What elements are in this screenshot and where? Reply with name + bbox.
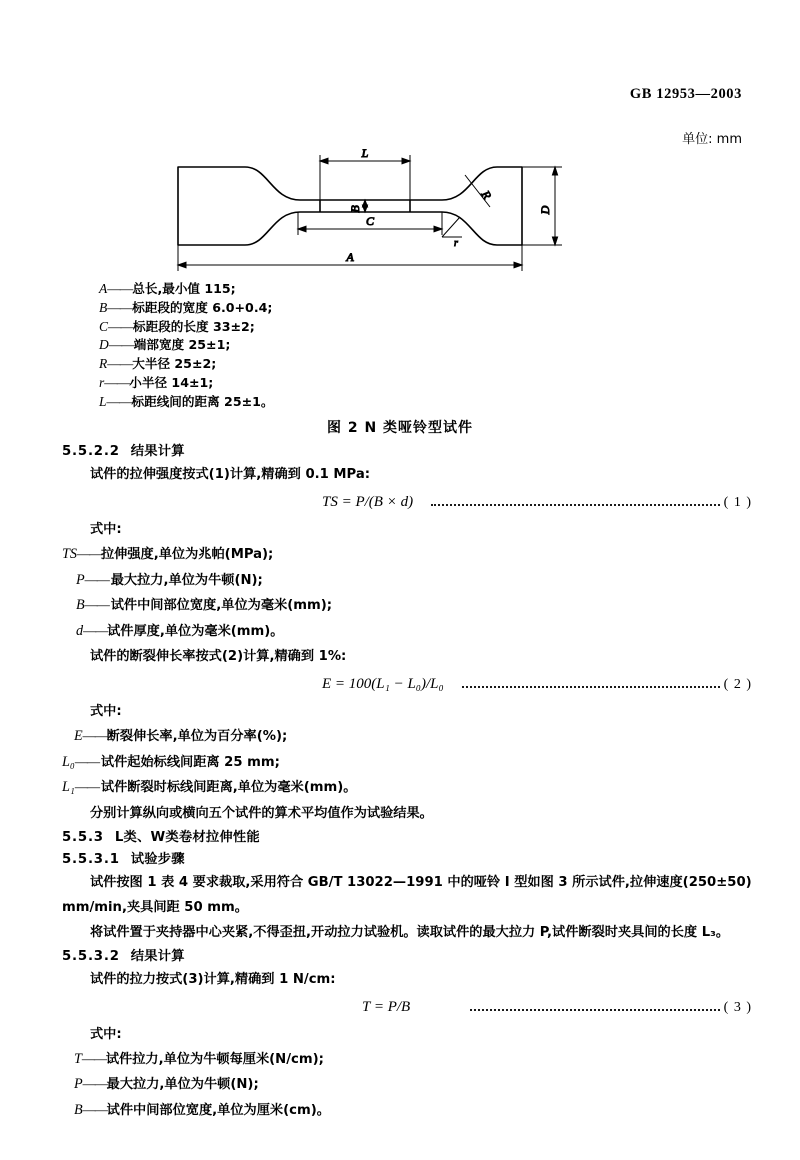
legend-text: 标距段的宽度 6.0+0.4; (132, 299, 273, 315)
legend-symbol: R (99, 356, 108, 372)
dimension-label-C: C (365, 214, 375, 228)
where-label-2: 式中: (90, 704, 122, 719)
paragraph-test-procedure-2: 将试件置于夹持器中心夹紧,不得歪扭,开动拉力试验机。读取试件的最大拉力 P,试件断裂时夹具间的长度 L₃。 (90, 924, 730, 940)
legend-text: 标距段的长度 33±2; (133, 318, 255, 334)
definition-line (62, 1072, 752, 1098)
paragraph-average-result: 分别计算纵向或横向五个试件的算术平均值作为试验结果。 (90, 805, 433, 821)
formula-3: T = P/B (362, 998, 411, 1015)
legend-item (99, 336, 519, 355)
definition-symbol: T (74, 1050, 82, 1067)
legend-text: 大半径 25±2; (132, 356, 217, 372)
definition-dash: —— (81, 1050, 106, 1066)
formula-3-number: ( 3 ) (723, 999, 752, 1015)
definition-symbol: TS (62, 546, 77, 562)
definition-text: 试件中间部位宽度,单位为毫米(mm); (110, 598, 333, 613)
legend-item (99, 299, 519, 318)
definition-dash: —— (74, 753, 101, 769)
definition-symbol: P (74, 1076, 83, 1092)
definition-list-1 (62, 542, 752, 644)
section-heading-5532 (62, 945, 752, 964)
legend-dash: —— (107, 356, 133, 372)
definition-text: 试件拉力,单位为牛顿每厘米(N/cm); (105, 1051, 324, 1067)
definition-text: 试件断裂时标线间距离,单位为毫米(mm)。 (100, 780, 357, 795)
section-title: 结果计算 (130, 948, 185, 964)
section-heading-553 (62, 826, 752, 845)
definition-text: 拉伸强度,单位为兆帕(MPa); (100, 547, 274, 562)
legend-item (99, 280, 519, 299)
legend-text: 标距线间的距离 25±1。 (131, 393, 274, 409)
definition-line (62, 750, 752, 776)
definition-text: 试件起始标线间距离 25 mm; (100, 754, 280, 770)
figure-caption: 图 2 N 类哑铃型试件 (326, 420, 474, 436)
section-number: 5.5.2.2 (62, 444, 120, 459)
legend-item (99, 393, 519, 412)
definition-line (62, 775, 752, 801)
legend-dash: —— (104, 374, 130, 390)
definition-symbol: d (76, 622, 84, 639)
definition-symbol: B (76, 597, 85, 613)
definition-dash: —— (82, 1101, 107, 1117)
leader-dots (462, 686, 720, 688)
standard-number-header: GB 12953—2003 (629, 86, 742, 102)
dimension-label-A: A (346, 250, 354, 264)
definition-symbol: L₀ (62, 753, 75, 770)
definition-dash: —— (84, 571, 111, 587)
definition-symbol: L₁ (62, 779, 75, 795)
leader-dots (470, 1009, 719, 1011)
definition-symbol: P (76, 571, 85, 588)
definition-symbol: B (74, 1101, 83, 1118)
definition-line (62, 619, 752, 645)
formula-row-1 (62, 490, 752, 515)
legend-dash: —— (108, 318, 134, 334)
legend-dash: —— (106, 393, 132, 409)
definition-list-2 (62, 724, 752, 801)
paragraph-tensile-strength: 试件的拉伸强度按式(1)计算,精确到 0.1 MPa: (90, 467, 371, 482)
legend-text: 端部宽度 25±1; (133, 337, 231, 353)
definition-dash: —— (82, 728, 107, 743)
definition-line (62, 593, 752, 619)
section-heading-5522 (62, 440, 752, 459)
legend-dash: —— (107, 299, 133, 315)
legend-item (99, 355, 519, 374)
dimension-label-L: L (361, 146, 369, 160)
figure-legend (99, 280, 519, 412)
definition-text: 最大拉力,单位为牛顿(N); (106, 1077, 259, 1092)
definition-line (62, 1098, 752, 1124)
definition-text: 试件厚度,单位为毫米(mm)。 (107, 623, 284, 639)
dimension-label-R: R (478, 188, 495, 202)
section-title: 试验步骤 (130, 851, 185, 867)
definition-dash: —— (74, 779, 101, 794)
definition-symbol: E (74, 728, 83, 744)
where-label-1: 式中: (90, 522, 122, 537)
legend-dash: —— (107, 281, 133, 296)
definition-list-3 (62, 1047, 752, 1124)
definition-dash: —— (84, 597, 111, 612)
legend-symbol: A (99, 281, 108, 296)
legend-text: 小半径 14±1; (129, 374, 214, 390)
definition-dash: —— (83, 622, 108, 638)
where-label-3: 式中: (90, 1026, 122, 1042)
formula-row-3 (62, 995, 752, 1020)
dimension-label-r: r (454, 238, 458, 249)
paragraph-elongation: 试件的断裂伸长率按式(2)计算,精确到 1%: (90, 649, 347, 664)
definition-dash: —— (76, 546, 101, 561)
figure-unit-note: 单位: mm (682, 132, 742, 147)
section-number: 5.5.3 (62, 829, 104, 845)
definition-dash: —— (82, 1076, 107, 1091)
legend-symbol: D (99, 337, 109, 353)
dimension-label-D: D (538, 205, 552, 215)
legend-symbol: L (99, 393, 107, 409)
definition-line (62, 568, 752, 594)
formula-1-number: ( 1 ) (723, 495, 752, 510)
document-body (62, 440, 752, 1123)
legend-item (99, 318, 519, 337)
legend-symbol: C (99, 318, 109, 334)
legend-dash: —— (108, 337, 134, 353)
definition-line (62, 1047, 752, 1073)
section-heading-5531 (62, 848, 752, 867)
dimension-label-B: B (348, 205, 362, 213)
legend-text: 总长,最小值 115; (132, 281, 236, 296)
paragraph-test-procedure-1: 试件按图 1 表 4 要求裁取,采用符合 GB/T 13022—1991 中的哑铃 I 型如图 3 所示试件,拉伸速度(250±50) mm/min,夹具间距 50 mm。 (62, 874, 752, 915)
paragraph-tensile-force: 试件的拉力按式(3)计算,精确到 1 N/cm: (90, 971, 336, 987)
legend-symbol: B (99, 299, 108, 315)
figure-2-dumbbell-specimen (150, 145, 590, 280)
definition-line (62, 724, 752, 750)
definition-text: 断裂伸长率,单位为百分率(%); (106, 729, 288, 744)
section-number: 5.5.3.2 (62, 948, 120, 964)
section-title: L类、W类卷材拉伸性能 (114, 829, 260, 845)
formula-2: E = 100(L₁ − L₀)/L₀ (322, 676, 444, 692)
legend-symbol: r (99, 374, 105, 390)
formula-1: TS = P/(B × d) (322, 494, 414, 510)
definition-line (62, 542, 752, 568)
leader-dots (431, 504, 720, 506)
formula-row-2 (62, 672, 752, 697)
section-title: 结果计算 (130, 444, 185, 459)
legend-item (99, 374, 519, 393)
section-number: 5.5.3.1 (62, 851, 120, 867)
formula-2-number: ( 2 ) (723, 677, 752, 692)
definition-text: 最大拉力,单位为牛顿(N); (110, 572, 263, 588)
definition-text: 试件中间部位宽度,单位为厘米(cm)。 (106, 1102, 330, 1118)
